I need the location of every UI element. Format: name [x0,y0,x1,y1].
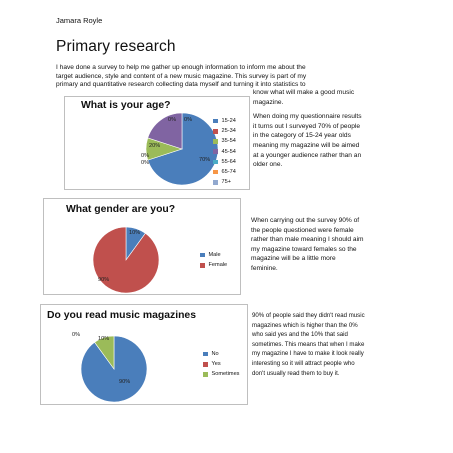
age-text-line: in the category of 15-24 year olds [253,132,351,140]
pie-slice-female [93,227,159,293]
legend-item [203,349,239,359]
page-title: Primary research [56,38,176,55]
age-text-line: older one. [253,161,283,169]
magazine-text-line: magazines which is higher than the 0% [252,321,358,329]
legend-swatch [213,160,218,165]
intro-line-2: target audience, style and content of a new music magazine. This survey is part of my [56,72,307,80]
age-text-line: When doing my questionnaire results [253,113,362,121]
legend-item [213,116,236,126]
gender-text-line: feminine. [251,264,278,272]
data-label: 20% [149,143,161,149]
data-label: 0% [72,332,81,338]
gender-chart-legend [200,250,227,270]
legend-swatch [213,180,218,185]
magazine-analysis-text [252,311,447,378]
legend-label: 15-24 [221,118,236,124]
legend-label: 45-54 [221,148,236,155]
age-text-line: meaning my magazine will be aimed [253,141,360,149]
data-label: 90% [119,379,131,385]
legend-label: 35-54 [221,138,236,145]
age-text-line: magazine. [253,98,284,106]
author-name: Jamara Royle [56,16,103,25]
legend-label: Sometimes [211,371,240,378]
magazine-text-line: who said yes and the 10% that said [252,331,348,339]
age-chart-box [64,96,250,190]
age-analysis-text [253,88,438,170]
gender-chart-title: What gender are you? [66,204,176,215]
magazine-chart-box [40,304,248,405]
legend-item [203,359,239,369]
gender-text-line: When carrying out the survey 90% of [251,217,360,224]
gender-text-line: magazine will be a little more [251,255,336,263]
legend-label: No [211,351,219,357]
age-chart-legend [213,116,236,187]
legend-item [200,250,227,260]
legend-swatch [213,149,218,154]
data-label: 0% [168,117,177,123]
legend-item [213,167,236,177]
legend-swatch [203,362,208,367]
legend-swatch [203,352,208,357]
legend-item [213,147,236,157]
legend-swatch [200,253,205,258]
legend-item [213,126,236,136]
legend-item [213,136,236,146]
magazine-chart-legend [203,349,239,380]
legend-swatch [200,263,205,268]
gender-analysis-text [251,216,441,274]
intro-line-3: primary and quantitative research collecting data myself and turning it into statistics to [56,81,306,88]
data-label: 70% [199,157,211,163]
age-text-line: know what will make a good music [253,89,355,96]
gender-chart-box [43,198,241,295]
legend-swatch [203,372,208,377]
legend-label: 55-64 [221,158,236,165]
magazine-text-line: 90% of people said they didn't read music [252,312,365,319]
legend-item [213,157,236,167]
magazine-text-line: interesting so it will attract people who [252,359,355,367]
magazine-chart-title: Do you read music magazines [47,310,196,321]
magazine-text-line: sometimes. This means that when I make [252,340,365,348]
age-chart-title: What is your age? [81,100,171,111]
magazine-text-line: don't usually read them to buy it. [252,369,340,377]
data-label: 10% [98,336,110,342]
data-label: 10% [129,230,141,236]
gender-chart-plot [44,199,240,294]
data-label: 90% [98,277,110,283]
gender-text-line: my magazine toward females so the [251,245,357,253]
legend-swatch [213,119,218,124]
gender-text-line: rather than male meaning I should aim [251,236,364,244]
gender-text-line: the people questioned were female [251,226,354,234]
data-label: 0% [141,153,150,159]
legend-item [203,369,239,379]
legend-label: Yes [211,361,221,368]
legend-label: Male [208,252,221,258]
legend-label: Female [208,262,228,269]
legend-swatch [213,170,218,175]
magazine-text-line: my magazine I have to make it look really [252,350,364,358]
legend-swatch [213,129,218,134]
legend-label: 65-74 [221,169,236,176]
data-label: 0% [141,160,150,166]
legend-item [200,260,227,270]
legend-label: 75+ [221,179,231,186]
age-text-line: at a younger audience rather than an [253,151,362,159]
legend-label: 25-34 [221,128,236,135]
age-text-line: it turns out I surveyed 70% of people [253,122,361,130]
data-label: 0% [184,117,193,123]
intro-line-1: I have done a survey to help me gather up enough information to inform me about the [56,64,306,71]
legend-item [213,177,236,187]
legend-swatch [213,139,218,144]
